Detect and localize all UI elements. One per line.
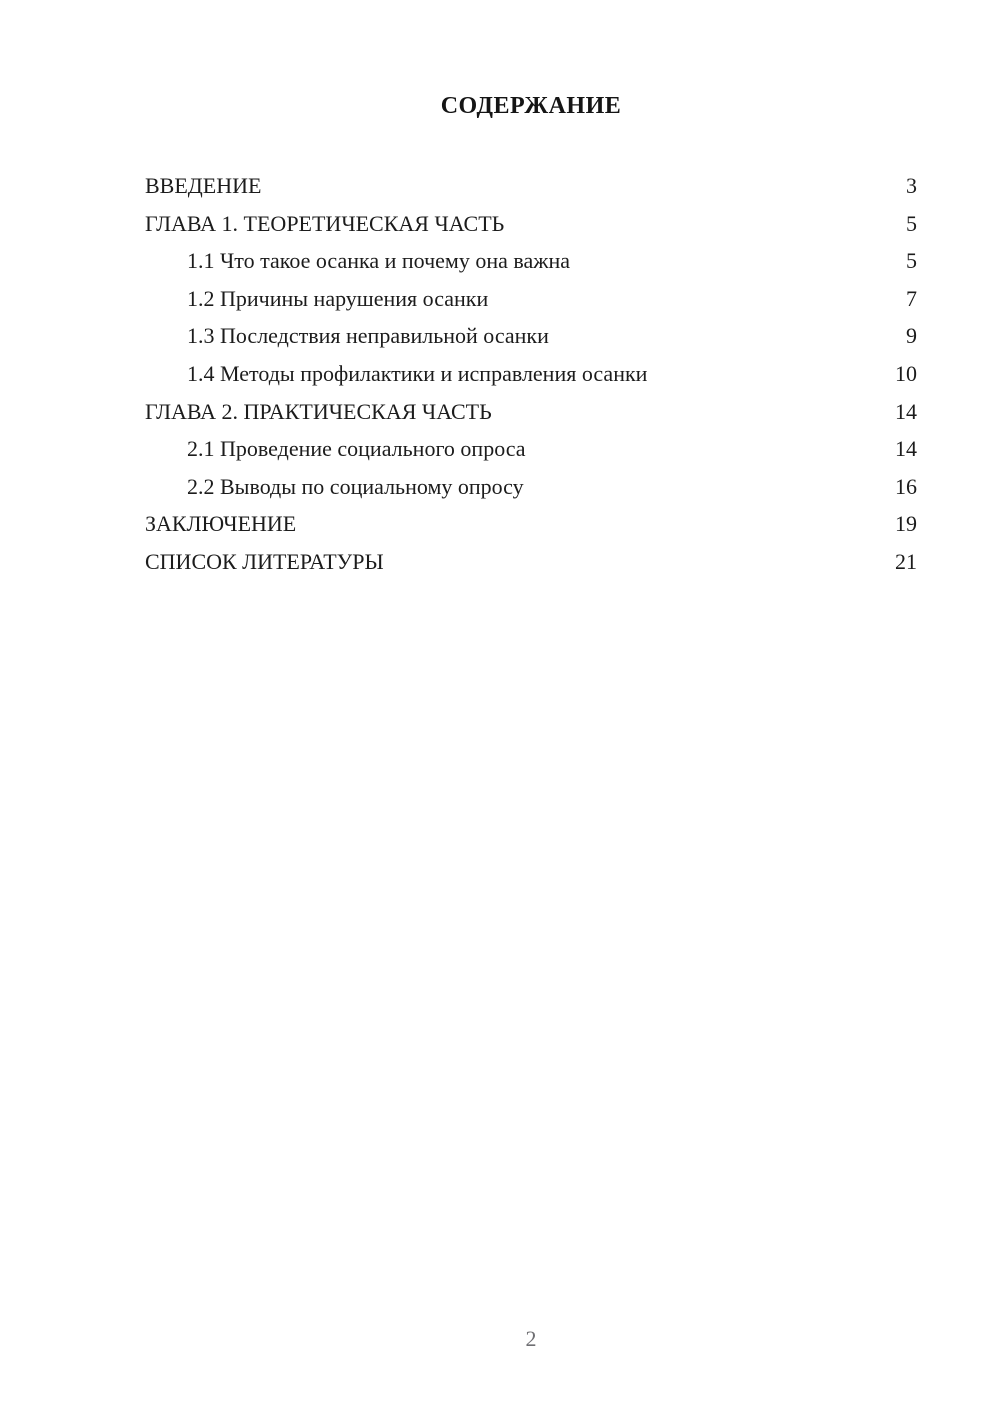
toc-entry-conclusion [145, 505, 917, 543]
toc-entry-label: ЗАКЛЮЧЕНИЕ [145, 511, 297, 537]
toc-entry-page-number: 7 [906, 285, 917, 311]
toc-entry-label: ГЛАВА 1. ТЕОРЕТИЧЕСКАЯ ЧАСТЬ [145, 210, 505, 236]
table-of-contents [145, 167, 917, 581]
toc-entry-page-number: 16 [895, 473, 917, 499]
toc-entry-page-number: 10 [895, 360, 917, 386]
toc-entry-introduction [145, 167, 917, 205]
toc-entry-section-2-1 [145, 430, 917, 468]
footer-page-number: 2 [525, 1326, 537, 1351]
toc-entry-label: ГЛАВА 2. ПРАКТИЧЕСКАЯ ЧАСТЬ [145, 398, 492, 424]
toc-entry-label: 1.3 Последствия неправильной осанки [187, 323, 549, 349]
toc-entry-section-1-1 [145, 242, 917, 280]
toc-entry-page-number: 5 [906, 210, 917, 236]
toc-entry-label: ВВЕДЕНИЕ [145, 173, 262, 198]
toc-entry-label: 2.2 Выводы по социальному опросу [187, 473, 524, 499]
toc-entry-page-number: 9 [906, 323, 917, 349]
toc-entry-label: СПИСОК ЛИТЕРАТУРЫ [145, 548, 384, 574]
toc-entry-section-1-3 [145, 317, 917, 355]
toc-entry-page-number: 14 [895, 398, 917, 424]
toc-entry-label: 1.4 Методы профилактики и исправления осанки [187, 360, 648, 386]
toc-entry-page-number: 21 [895, 548, 917, 574]
toc-entry-page-number: 19 [895, 511, 917, 537]
toc-entry-section-2-2 [145, 468, 917, 506]
toc-entry-section-1-4 [145, 355, 917, 393]
toc-entry-label: 2.1 Проведение социального опроса [187, 436, 526, 462]
toc-entry-label: 1.1 Что такое осанка и почему она важна [187, 248, 570, 274]
toc-entry-chapter-2 [145, 393, 917, 431]
toc-entry-chapter-1 [145, 205, 917, 243]
toc-entry-page-number: 3 [906, 173, 917, 198]
page-title: СОДЕРЖАНИЕ [440, 93, 622, 119]
toc-entry-page-number: 14 [895, 436, 917, 462]
toc-entry-bibliography [145, 543, 917, 581]
toc-entry-section-1-2 [145, 280, 917, 318]
toc-entry-page-number: 5 [906, 248, 917, 274]
toc-entry-label: 1.2 Причины нарушения осанки [187, 285, 489, 311]
